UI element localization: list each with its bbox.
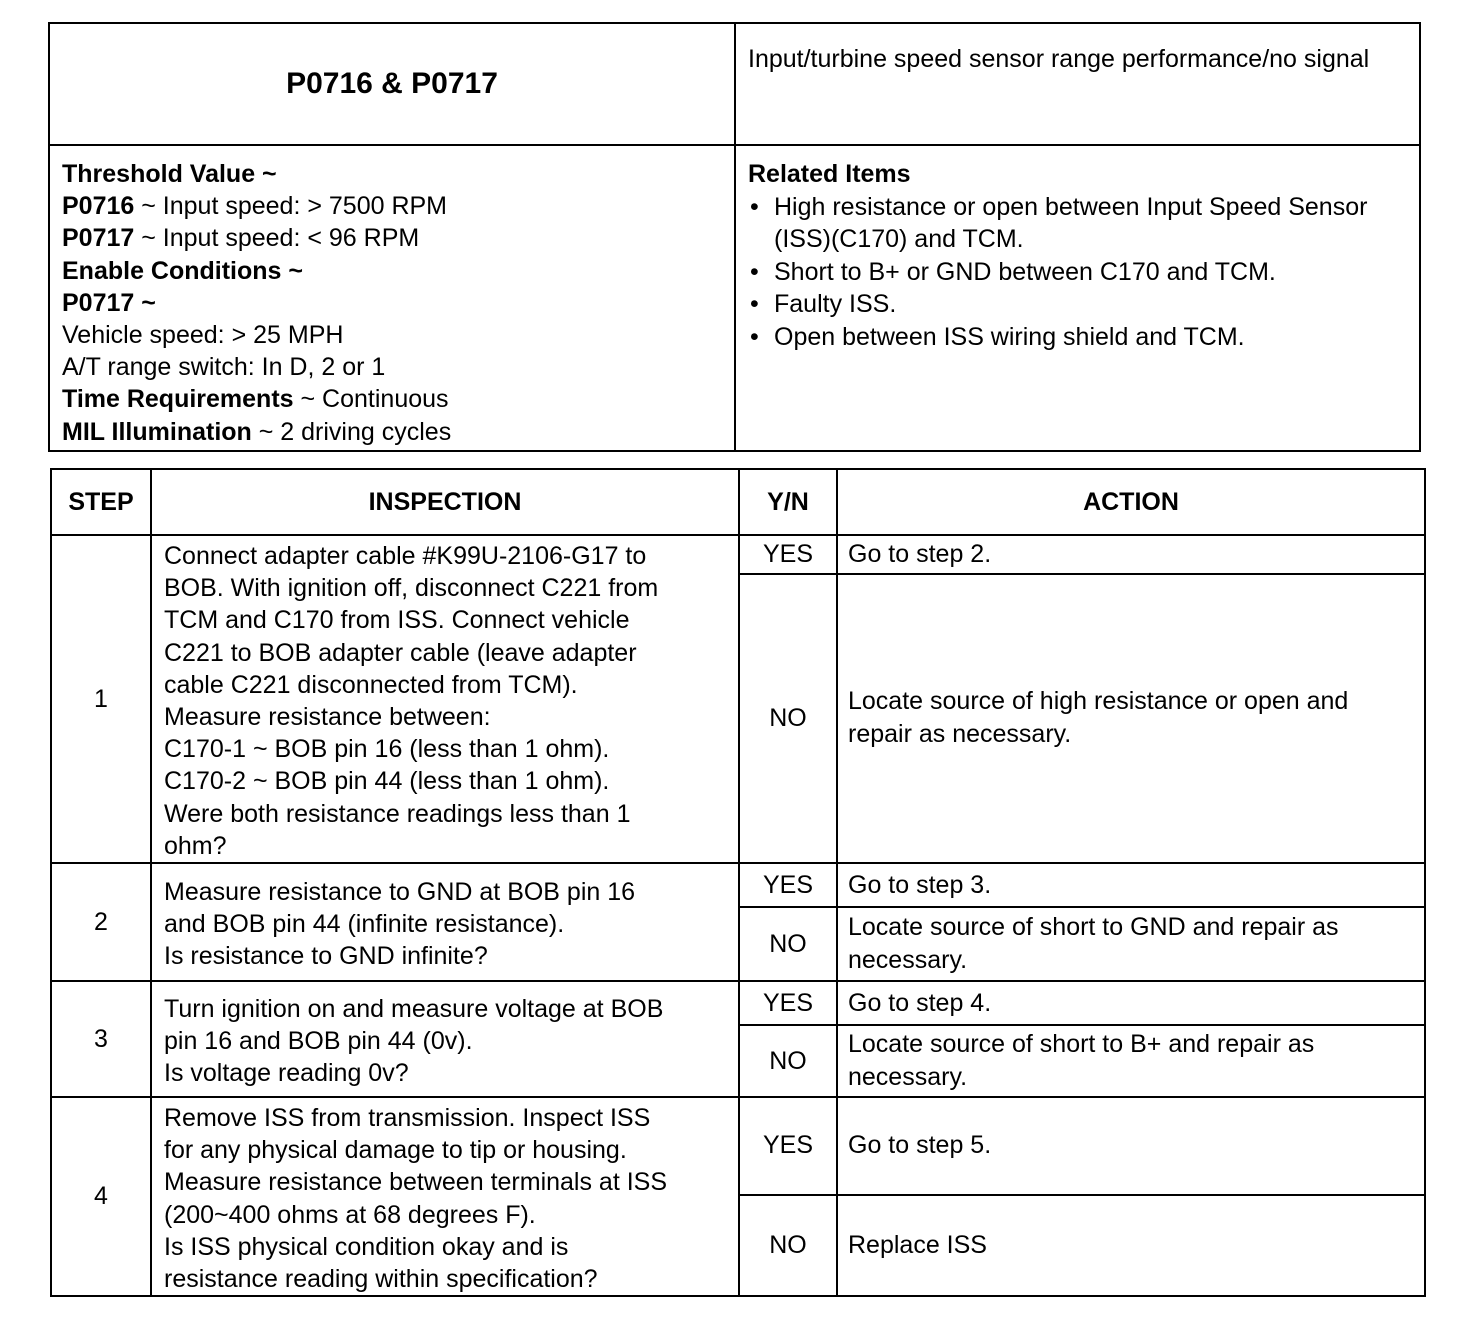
table-row <box>51 535 1425 574</box>
condition-line: A/T range switch: In D, 2 or 1 <box>62 353 386 382</box>
dtc-detail-row <box>49 145 1420 451</box>
condition-line: Time Requirements ~ Continuous <box>62 385 449 414</box>
condition-line: P0717 ~ <box>62 288 156 317</box>
related-items-list <box>748 191 1399 354</box>
bullet-icon: • <box>750 290 759 318</box>
yes-label: YES <box>739 535 837 574</box>
table-header-row <box>51 469 1425 535</box>
dtc-codes: P0716 & P0717 <box>49 23 735 145</box>
no-action: Locate source of high resistance or open and repair as necessary. <box>837 574 1425 863</box>
column-header-inspection: INSPECTION <box>151 469 739 535</box>
yes-action: Go to step 2. <box>837 535 1425 574</box>
step-number: 4 <box>51 1097 151 1296</box>
list-item: • Short to B+ or GND between C170 and TCM. <box>748 256 1399 289</box>
column-header-yn: Y/N <box>739 469 837 535</box>
dtc-header-row <box>49 23 1420 145</box>
condition-line: P0717 ~ Input speed: < 96 RPM <box>62 224 420 253</box>
condition-line: Enable Conditions ~ <box>62 256 303 285</box>
inspection-text: Connect adapter cable #K99U-2106-G17 to BOB. With ignition off, disconnect C221 from TCM and C170 from ISS. Connect vehicle C221 to BOB adapter cable (leave adapter cable C221 disconnected from TCM). Measure resistance between: C170-1 ~ BOB pin 16 (less than 1 ohm). C170-2 ~ BOB pin 44 (less than 1 ohm). Were both resistance readings less than 1 ohm? <box>151 535 739 863</box>
yes-label: YES <box>739 981 837 1025</box>
dtc-info-table <box>48 22 1421 452</box>
no-label: NO <box>739 907 837 981</box>
table-row <box>51 981 1425 1025</box>
condition-line: MIL Illumination ~ 2 driving cycles <box>62 417 452 446</box>
conditions-cell <box>49 145 735 451</box>
no-label: NO <box>739 574 837 863</box>
yes-action: Go to step 3. <box>837 863 1425 907</box>
step-number: 1 <box>51 535 151 863</box>
related-items-cell <box>735 145 1420 451</box>
no-action: Replace ISS <box>837 1195 1425 1297</box>
no-action: Locate source of short to B+ and repair as necessary. <box>837 1025 1425 1097</box>
yes-label: YES <box>739 1097 837 1195</box>
condition-line: P0716 ~ Input speed: > 7500 RPM <box>62 192 448 221</box>
step-number: 3 <box>51 981 151 1097</box>
inspection-text: Remove ISS from transmission. Inspect ISS for any physical damage to tip or housing. Measure resistance between terminals at ISS (200~400 ohms at 68 degrees F). Is ISS physical condition okay and is resistance reading within specification? <box>151 1097 739 1296</box>
dtc-description: Input/turbine speed sensor range performance/no signal <box>735 23 1420 145</box>
table-row <box>51 863 1425 907</box>
list-item: • Faulty ISS. <box>748 288 1399 321</box>
related-items-heading: Related Items <box>748 160 911 188</box>
diagnostic-steps-table <box>50 468 1426 1297</box>
condition-line: Threshold Value ~ <box>62 160 277 188</box>
list-item: • High resistance or open between Input Speed Sensor (ISS)(C170) and TCM. <box>750 192 1368 253</box>
yes-action: Go to step 5. <box>837 1097 1425 1195</box>
bullet-icon: • <box>750 322 759 351</box>
inspection-text: Measure resistance to GND at BOB pin 16 and BOB pin 44 (infinite resistance). Is resistance to GND infinite? <box>151 863 739 981</box>
no-action: Locate source of short to GND and repair as necessary. <box>837 907 1425 981</box>
step-number: 2 <box>51 863 151 981</box>
bullet-icon: • <box>750 257 759 286</box>
column-header-step: STEP <box>51 469 151 535</box>
no-label: NO <box>739 1195 837 1297</box>
yes-label: YES <box>739 863 837 907</box>
no-label: NO <box>739 1025 837 1097</box>
table-row <box>51 1097 1425 1195</box>
bullet-icon: • <box>750 192 759 221</box>
condition-line: Vehicle speed: > 25 MPH <box>62 321 344 350</box>
column-header-action: ACTION <box>837 469 1425 535</box>
yes-action: Go to step 4. <box>837 981 1425 1025</box>
list-item: • Open between ISS wiring shield and TCM. <box>748 321 1399 354</box>
inspection-text: Turn ignition on and measure voltage at BOB pin 16 and BOB pin 44 (0v). Is voltage reading 0v? <box>151 981 739 1097</box>
